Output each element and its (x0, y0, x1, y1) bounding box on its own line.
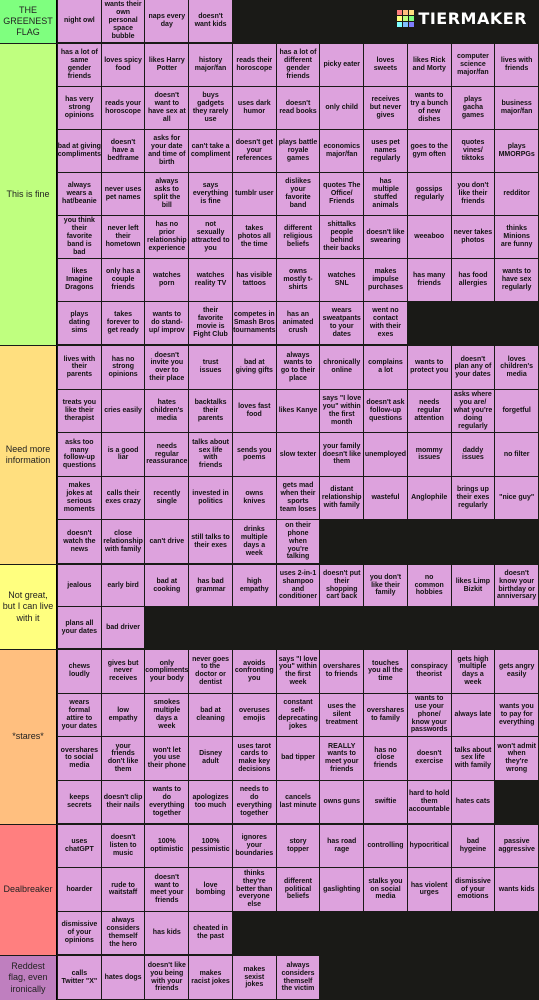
tier-item[interactable]: doesn't want kids (189, 0, 233, 43)
tier-item[interactable]: hates children's media (145, 390, 189, 434)
tier-item[interactable]: uses tarot cards to make key decisions (233, 737, 277, 781)
tier-row (0, 956, 539, 1000)
tier-item[interactable]: asks for your date and time of birth (145, 130, 189, 173)
tier-item[interactable]: plays dating sims (58, 302, 102, 345)
tier-item[interactable]: doesn't read books (277, 87, 321, 130)
tier-item[interactable]: loves fast food (233, 390, 277, 434)
tier-item[interactable]: asks too many follow-up questions (58, 433, 102, 477)
tier-item[interactable]: wants their own personal space bubble (102, 0, 146, 43)
tier-item[interactable]: needs regular reassurance (145, 433, 189, 477)
tier-item[interactable]: has visible tattoos (233, 259, 277, 302)
tier-item[interactable]: bad at cleaning (189, 694, 233, 738)
tier-item[interactable]: won't admit when they're wrong (495, 737, 539, 781)
tier-item[interactable]: computer science major/fan (452, 44, 496, 87)
tier-item[interactable]: economics major/fan (320, 130, 364, 173)
tier-item[interactable]: 100% pessimistic (189, 825, 233, 868)
tier-item[interactable]: doesn't have a bedframe (102, 130, 146, 173)
tier-item[interactable]: reads your horoscope (102, 87, 146, 130)
grid-icon (397, 10, 414, 27)
tier-item[interactable]: history major/fan (189, 44, 233, 87)
tier-item[interactable]: makes impulse purchases (364, 259, 408, 302)
tier-item[interactable]: always considers themself the victim (277, 956, 321, 1000)
tier-item[interactable]: naps every day (145, 0, 189, 43)
tier-item[interactable]: only compliments your body (145, 650, 189, 694)
tier-item[interactable]: loves sweets (364, 44, 408, 87)
tier-item[interactable]: on their phone when you're talking (277, 520, 321, 564)
tier-item[interactable]: doesn't know your birthday or anniversary (495, 565, 539, 607)
tier-item[interactable]: has no close friends (364, 737, 408, 781)
tier-item[interactable]: their favorite movie is Fight Club (189, 302, 233, 345)
tier-item[interactable]: has food allergies (452, 259, 496, 302)
tier-item[interactable]: bad driver (102, 607, 146, 649)
tier-item[interactable]: loves spicy food (102, 44, 146, 87)
tier-item[interactable]: only child (320, 87, 364, 130)
tier-items (58, 44, 539, 345)
tier-item[interactable]: always wears a hat/beanie (58, 173, 102, 216)
tier-item[interactable]: smokes multiple days a week (145, 694, 189, 738)
tier-item[interactable]: hates cats (452, 781, 496, 825)
tier-item[interactable]: watches reality TV (189, 259, 233, 302)
tier-item[interactable]: hoarder (58, 868, 102, 911)
tier-item[interactable]: calls their exes crazy (102, 477, 146, 521)
tier-item[interactable]: has very strong opinions (58, 87, 102, 130)
tier-item[interactable]: wants to do everything together (145, 781, 189, 825)
tier-item[interactable]: REALLY wants to meet your friends (320, 737, 364, 781)
tier-item[interactable]: slow texter (277, 433, 321, 477)
tier-item[interactable]: doesn't like you being with your friends (145, 956, 189, 1000)
tier-item[interactable]: brings up their exes regularly (452, 477, 496, 521)
tier-item[interactable]: needs to do everything together (233, 781, 277, 825)
tier-item[interactable]: gets mad when their sports team loses (277, 477, 321, 521)
tier-item[interactable]: never takes photos (452, 216, 496, 259)
tier-item[interactable]: went no contact with their exes (364, 302, 408, 345)
tier-item[interactable]: not sexually attracted to you (189, 216, 233, 259)
tier-item[interactable]: uses pet names regularly (364, 130, 408, 173)
tier-item[interactable]: thinks they're better than everyone else (233, 868, 277, 911)
tier-item[interactable]: low empathy (102, 694, 146, 738)
tier-item[interactable]: redditor (495, 173, 539, 216)
tier-item[interactable]: says "I love you" within the first month (320, 390, 364, 434)
tier-item[interactable]: "nice guy" (495, 477, 539, 521)
tier-item[interactable]: thinks Minions are funny (495, 216, 539, 259)
tier-item[interactable]: can't take a compliment (189, 130, 233, 173)
tier-item[interactable]: receives but never gives (364, 87, 408, 130)
tier-label[interactable]: Dealbreaker (0, 825, 57, 955)
tier-item[interactable]: makes sexist jokes (233, 956, 277, 1000)
tier-item[interactable]: doesn't clip their nails (102, 781, 146, 825)
tier-item[interactable]: asks where you are/ what you're doing regularly (452, 390, 496, 434)
tier-item[interactable]: quotes The Office/ Friends (320, 173, 364, 216)
tier-item[interactable]: makes jokes at serious moments (58, 477, 102, 521)
tier-item[interactable]: jealous (58, 565, 102, 607)
tier-item[interactable]: complains a lot (364, 346, 408, 390)
tier-row (0, 44, 539, 345)
tier-items (58, 650, 539, 824)
tier-item[interactable]: says "I love you" within the first week (277, 650, 321, 694)
tier-item[interactable]: takes photos all the time (233, 216, 277, 259)
tier-item[interactable]: wasteful (364, 477, 408, 521)
tier-item[interactable]: you don't like their family (364, 565, 408, 607)
tier-item[interactable]: quotes vines/ tiktoks (452, 130, 496, 173)
tier-item[interactable]: only has a couple friends (102, 259, 146, 302)
tier-label[interactable]: This is fine (0, 44, 57, 345)
tier-item[interactable]: doesn't invite you over to their place (145, 346, 189, 390)
tier-item[interactable]: different religious beliefs (277, 216, 321, 259)
tier-item[interactable]: plays MMORPGs (495, 130, 539, 173)
tier-item[interactable]: Anglophile (408, 477, 452, 521)
tier-item[interactable]: never uses pet names (102, 173, 146, 216)
tier-item[interactable]: says everything is fine (189, 173, 233, 216)
tier-items (58, 825, 539, 955)
tier-item[interactable]: bad hygeine (452, 825, 496, 868)
tier-item[interactable]: hard to hold them accountable (408, 781, 452, 825)
tier-item[interactable]: likes Imagine Dragons (58, 259, 102, 302)
tier-item[interactable]: always late (452, 694, 496, 738)
tier-item[interactable]: likes Limp Bizkit (452, 565, 496, 607)
tier-row (0, 825, 539, 955)
tier-item[interactable]: passive aggressive (495, 825, 539, 868)
tier-item[interactable]: wants to protect you (408, 346, 452, 390)
tier-item[interactable]: won't let you use their phone (145, 737, 189, 781)
tier-item[interactable]: uses the silent treatment (320, 694, 364, 738)
tier-item[interactable]: reads their horoscope (233, 44, 277, 87)
tier-item[interactable]: plays gacha games (452, 87, 496, 130)
tier-item[interactable]: has many friends (408, 259, 452, 302)
tier-item[interactable]: sends you poems (233, 433, 277, 477)
tier-item[interactable]: owns knives (233, 477, 277, 521)
tier-item[interactable]: has bad grammar (189, 565, 233, 607)
tier-item[interactable]: keeps secrets (58, 781, 102, 825)
tier-item[interactable]: cries easily (102, 390, 146, 434)
tier-item[interactable]: is a good liar (102, 433, 146, 477)
tier-item[interactable]: wears formal attire to your dates (58, 694, 102, 738)
tier-item[interactable]: wants to try a bunch of new dishes (408, 87, 452, 130)
tier-item[interactable]: uses chatGPT (58, 825, 102, 868)
tier-item[interactable]: doesn't watch the news (58, 520, 102, 564)
tier-row (0, 650, 539, 824)
tier-items (58, 346, 539, 564)
tier-item[interactable]: avoids confronting you (233, 650, 277, 694)
tier-item[interactable]: buys gadgets they rarely use (189, 87, 233, 130)
tier-item[interactable]: love bombing (189, 868, 233, 911)
tier-item[interactable]: trust issues (189, 346, 233, 390)
tier-item[interactable]: conspiracy theorist (408, 650, 452, 694)
tier-item[interactable]: distant relationship with family (320, 477, 364, 521)
tier-item[interactable]: likes Kanye (277, 390, 321, 434)
tier-row (0, 346, 539, 564)
tier-item[interactable]: has a lot of different gender friends (277, 44, 321, 87)
tier-item[interactable]: gives but never receives (102, 650, 146, 694)
tier-item[interactable]: unemployed (364, 433, 408, 477)
tier-item[interactable]: cancels last minute (277, 781, 321, 825)
tier-item[interactable]: never left their hometown (102, 216, 146, 259)
tier-item[interactable]: has violent urges (408, 868, 452, 911)
tier-item[interactable]: wants to do stand-up/ improv (145, 302, 189, 345)
tier-item[interactable]: overshares to social media (58, 737, 102, 781)
tier-item[interactable]: has an animated crush (277, 302, 321, 345)
tier-item[interactable]: doesn't like swearing (364, 216, 408, 259)
tier-item[interactable]: has kids (145, 912, 189, 955)
tier-item[interactable]: shittalks people behind their backs (320, 216, 364, 259)
tier-item[interactable]: picky eater (320, 44, 364, 87)
tier-item[interactable]: owns mostly t-shirts (277, 259, 321, 302)
tier-item[interactable]: wears sweatpants to your dates (320, 302, 364, 345)
tier-item[interactable]: doesn't listen to music (102, 825, 146, 868)
tier-item[interactable]: story topper (277, 825, 321, 868)
tier-item[interactable]: your family doesn't like them (320, 433, 364, 477)
tier-label[interactable]: Need more information (0, 346, 57, 564)
tier-item[interactable]: no common hobbies (408, 565, 452, 607)
tier-item[interactable]: talks about sex life with family (452, 737, 496, 781)
tier-item[interactable]: hates dogs (102, 956, 146, 1000)
tier-item[interactable]: forgetful (495, 390, 539, 434)
tier-item[interactable]: your friends don't like them (102, 737, 146, 781)
tier-item[interactable]: overuses emojis (233, 694, 277, 738)
tier-item[interactable]: invested in politics (189, 477, 233, 521)
tier-item[interactable]: still talks to their exes (189, 520, 233, 564)
tier-label[interactable]: THE GREENEST FLAG (0, 0, 57, 43)
tier-item[interactable]: wants to use your phone/ know your passwords (408, 694, 452, 738)
tier-item[interactable]: no filter (495, 433, 539, 477)
tier-item[interactable]: mommy issues (408, 433, 452, 477)
tier-item[interactable]: gets angry easily (495, 650, 539, 694)
tier-item[interactable]: daddy issues (452, 433, 496, 477)
tier-item[interactable]: ignores your boundaries (233, 825, 277, 868)
tier-item[interactable]: rude to waitstaff (102, 868, 146, 911)
tier-item[interactable]: gaslighting (320, 868, 364, 911)
tier-item[interactable]: talks about sex life with friends (189, 433, 233, 477)
tier-item[interactable]: dismissive of your opinions (58, 912, 102, 955)
tier-item[interactable]: bad tipper (277, 737, 321, 781)
tier-item[interactable]: 100% optimistic (145, 825, 189, 868)
tier-item[interactable]: dismissive of your emotions (452, 868, 496, 911)
tier-item[interactable]: you don't like their friends (452, 173, 496, 216)
tier-item[interactable]: needs regular attention (408, 390, 452, 434)
tier-item[interactable]: you think their favorite band is bad (58, 216, 102, 259)
tier-item[interactable]: apologizes too much (189, 781, 233, 825)
tier-item[interactable]: doesn't get your references (233, 130, 277, 173)
tier-item[interactable]: watches SNL (320, 259, 364, 302)
tier-item[interactable]: has a lot of same gender friends (58, 44, 102, 87)
tier-item[interactable]: close relationship with family (102, 520, 146, 564)
tier-item[interactable]: doesn't want to have sex at all (145, 87, 189, 130)
tier-item[interactable]: Disney adult (189, 737, 233, 781)
tier-item[interactable]: doesn't ask follow-up questions (364, 390, 408, 434)
tier-item[interactable]: uses 2-in-1 shampoo and conditioner (277, 565, 321, 607)
tier-item[interactable]: recently single (145, 477, 189, 521)
tier-item[interactable]: wants you to pay for everything (495, 694, 539, 738)
tier-item[interactable]: drinks multiple days a week (233, 520, 277, 564)
tier-item[interactable]: wants to have sex regularly (495, 259, 539, 302)
tier-item[interactable]: weeaboo (408, 216, 452, 259)
tier-item[interactable]: watches porn (145, 259, 189, 302)
tier-item[interactable]: doesn't exercise (408, 737, 452, 781)
tier-item[interactable]: tumblr user (233, 173, 277, 216)
tier-item[interactable]: never goes to the doctor or dentist (189, 650, 233, 694)
tier-item[interactable]: makes racist jokes (189, 956, 233, 1000)
tier-item[interactable]: doesn't plan any of your dates (452, 346, 496, 390)
tier-item[interactable]: overshares to friends (320, 650, 364, 694)
tier-item[interactable]: calls Twitter "X" (58, 956, 102, 1000)
tier-item[interactable]: overshares to family (364, 694, 408, 738)
tier-item[interactable]: goes to the gym often (408, 130, 452, 173)
tier-label[interactable]: *stares* (0, 650, 57, 824)
tier-item[interactable]: cheated in the past (189, 912, 233, 955)
tier-item[interactable]: backtalks their parents (189, 390, 233, 434)
tier-item[interactable]: swiftie (364, 781, 408, 825)
tier-item[interactable]: can't drive (145, 520, 189, 564)
tier-item[interactable]: has no strong opinions (102, 346, 146, 390)
tier-item[interactable]: touches you all the time (364, 650, 408, 694)
tier-items (58, 956, 539, 1000)
tier-items (58, 565, 539, 649)
tier-item[interactable]: gets high multiple days a week (452, 650, 496, 694)
tier-item[interactable]: bad at cooking (145, 565, 189, 607)
tier-item[interactable]: takes forever to get ready (102, 302, 146, 345)
tier-item[interactable]: competes in Smash Bros tournaments (233, 302, 277, 345)
brand-name: TIERMAKER (418, 9, 527, 28)
tier-item[interactable]: bad at giving compliments (58, 130, 102, 173)
tier-item[interactable]: owns guns (320, 781, 364, 825)
tier-item[interactable]: hypocritical (408, 825, 452, 868)
tier-item[interactable]: likes Harry Potter (145, 44, 189, 87)
tier-item[interactable]: has road rage (320, 825, 364, 868)
tiermaker-logo (397, 9, 527, 28)
tier-item[interactable]: plays battle royale games (277, 130, 321, 173)
tier-item[interactable]: night owl (58, 0, 102, 43)
tier-item[interactable]: different political beliefs (277, 868, 321, 911)
tier-item[interactable]: treats you like their therapist (58, 390, 102, 434)
tier-item[interactable]: always wants to go to their place (277, 346, 321, 390)
tier-item[interactable]: has multiple stuffed animals (364, 173, 408, 216)
tier-item[interactable]: doesn't put their shopping cart back (320, 565, 364, 607)
tier-item[interactable]: chews loudly (58, 650, 102, 694)
tier-item[interactable]: has no prior relationship experience (145, 216, 189, 259)
tier-row (0, 565, 539, 649)
tier-item[interactable]: bad at giving gifts (233, 346, 277, 390)
tier-item[interactable]: uses dark humor (233, 87, 277, 130)
tier-label[interactable]: Not great, but I can live with it (0, 565, 57, 649)
tier-item[interactable]: business major/fan (495, 87, 539, 130)
tier-item[interactable]: controlling (364, 825, 408, 868)
tier-item[interactable]: constant self-deprecating jokes (277, 694, 321, 738)
tier-item[interactable]: likes Rick and Morty (408, 44, 452, 87)
tier-item[interactable]: lives with friends (495, 44, 539, 87)
tier-label[interactable]: Reddest flag, even ironically (0, 956, 57, 1000)
tier-item[interactable]: chronically online (320, 346, 364, 390)
tier-item[interactable]: early bird (102, 565, 146, 607)
tier-item[interactable]: stalks you on social media (364, 868, 408, 911)
tier-item[interactable]: dislikes your favorite band (277, 173, 321, 216)
tier-item[interactable]: doesn't want to meet your friends (145, 868, 189, 911)
tier-item[interactable]: loves children's media (495, 346, 539, 390)
tier-item[interactable]: always asks to split the bill (145, 173, 189, 216)
tier-item[interactable]: plans all your dates (58, 607, 102, 649)
tier-item[interactable]: always considers themself the hero (102, 912, 146, 955)
tier-item[interactable]: high empathy (233, 565, 277, 607)
tier-item[interactable]: lives with their parents (58, 346, 102, 390)
tier-item[interactable]: gossips regularly (408, 173, 452, 216)
tier-item[interactable]: wants kids (495, 868, 539, 911)
